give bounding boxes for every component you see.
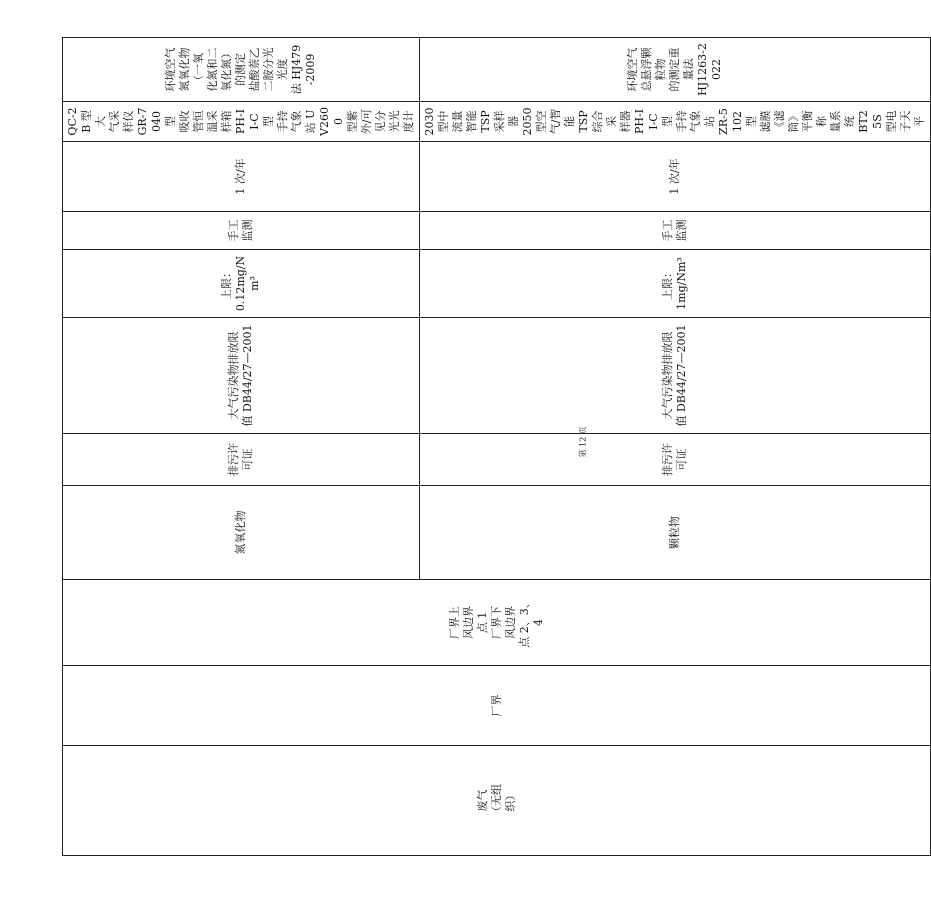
method-cell: 手工 监测 [63, 212, 420, 250]
limit-cell: 上限： 1mg/Nm³ [420, 250, 931, 318]
pollutant-cell: 氮氧化物 [63, 486, 420, 580]
category-cell: 废气 （无组 织） [63, 746, 931, 856]
basis-cell: 排污许 可证 [63, 434, 420, 486]
analysis-method-cell: 环境空气总悬浮颗粒物 的测定重量法 HJ1263-2022 [420, 38, 931, 102]
limit-cell: 上限： 0.12mg/Nm³ [63, 250, 420, 318]
frequency-cell: 1 次/年 [63, 142, 420, 212]
instruments-cell: 2030 型中 流量智能 TSP 采样器 2050 型空 气/智能 TSP 综合采 样器 PH-II-C 型 手持气象 站 ZR-5102 型 滤膜《滤 筒》平衡称 量系统 BT25S 型电 子天平 [420, 102, 931, 142]
method-cell: 手工 监测 [420, 212, 931, 250]
table-row [63, 38, 420, 856]
instruments-cell: QC-2B 型大 气采样仪 GR-7040 型 吸收管恒 温采样箱 PH-II-C 型 手持气象 站 UV2600 型紫外/可 见分光光 度计 [63, 102, 420, 142]
pollutant-cell: 颗粒物 [420, 486, 931, 580]
standard-cell: 大气污染物排放限 值 DB44/27—2001 [63, 318, 420, 434]
basis-cell: 排污许 可证 [420, 434, 931, 486]
frequency-cell: 1 次/年 [420, 142, 931, 212]
monitoring-table [62, 37, 931, 856]
standard-cell: 大气污染物排放限 值 DB44/27—2001 [420, 318, 931, 434]
page-number: 第 12 页 [578, 426, 588, 458]
monitoring-points-cell: 厂界上 风边界 点 1 厂界下 风边界 点 2、3、 4 [63, 580, 931, 666]
analysis-method-cell: 环境空气氮氧化物（一氧 化氮和二氧化氮）的测定 盐酸萘乙二胺分光光度 法 HJ479-2009 [63, 38, 420, 102]
location-cell: 厂界 [63, 666, 931, 746]
